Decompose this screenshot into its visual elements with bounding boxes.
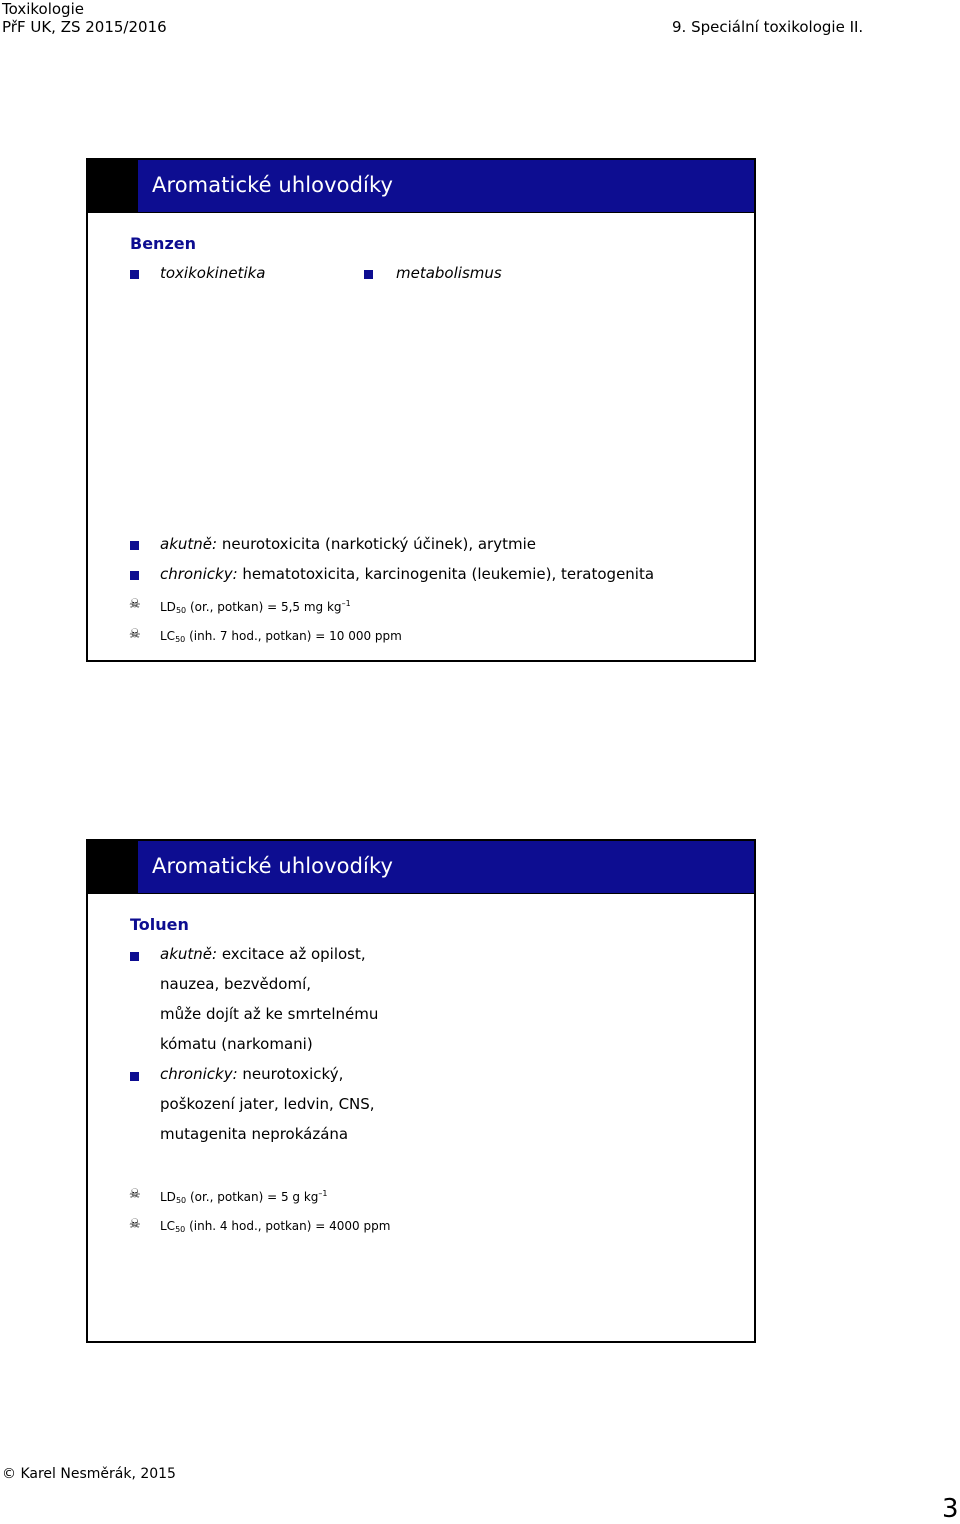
bullet-chronic-line: poškození jater, ledvin, CNS,: [160, 1095, 375, 1113]
bullet-chronic: chronicky: hematotoxicita, karcinogenita (leukemie), teratogenita: [160, 565, 655, 583]
slide-subtitle: Benzen: [130, 234, 196, 253]
bullet-acute: akutně: neurotoxicita (narkotický účinek), arytmie: [160, 535, 536, 553]
skull-icon: ☠: [129, 597, 141, 612]
bullet-metabolismus: metabolismus: [396, 264, 502, 282]
bullet-toxikokinetika: toxikokinetika: [160, 264, 266, 282]
footer-copyright: © Karel Nesměrák, 2015: [2, 1466, 176, 1482]
slide-benzen: [86, 158, 756, 662]
skull-icon: ☠: [129, 1187, 141, 1202]
title-bar-tab: [88, 841, 138, 893]
slide-subtitle: Toluen: [130, 915, 189, 934]
slide-title-bar: [88, 160, 754, 213]
chapter-title: 9. Speciální toxikologie II.: [672, 18, 864, 36]
bullet-chronic-line: mutagenita neprokázána: [160, 1125, 349, 1143]
square-bullet-icon: [130, 270, 139, 279]
slide-title-bar: [88, 841, 754, 894]
bullet-acute-line: může dojít až ke smrtelnému: [160, 1005, 379, 1023]
square-bullet-icon: [130, 571, 139, 580]
course-title: Toxikologie: [2, 0, 84, 18]
slide-title: Aromatické uhlovodíky: [152, 173, 394, 197]
square-bullet-icon: [130, 541, 139, 550]
tox-ld50: $LD_{50}$ (or., potkan) = 5 g $kg^{-1}$: [160, 1189, 328, 1205]
bullet-acute-line: kómatu (narkomani): [160, 1035, 313, 1053]
skull-icon: ☠: [129, 1217, 141, 1232]
title-bar-tab: [88, 160, 138, 212]
tox-ld50: $LD_{50}$ (or., potkan) = 5,5 mg $kg^{-1}$: [160, 599, 351, 615]
term-label: PřF UK, ZS 2015/2016: [2, 18, 167, 36]
bullet-chronic: chronicky: neurotoxický,: [160, 1065, 344, 1083]
bullet-acute: akutně: excitace až opilost,: [160, 945, 366, 963]
skull-icon: ☠: [129, 627, 141, 642]
tox-lc50: $LC_{50}$ (inh. 7 hod., potkan) = 10 000 ppm: [160, 629, 402, 644]
square-bullet-icon: [364, 270, 373, 279]
square-bullet-icon: [130, 1072, 139, 1081]
tox-lc50: $LC_{50}$ (inh. 4 hod., potkan) = 4000 ppm: [160, 1219, 391, 1234]
bullet-acute-line: nauzea, bezvědomí,: [160, 975, 312, 993]
page-number: 3: [942, 1494, 959, 1524]
slide-title: Aromatické uhlovodíky: [152, 854, 394, 878]
slide-toluen: [86, 839, 756, 1343]
square-bullet-icon: [130, 952, 139, 961]
